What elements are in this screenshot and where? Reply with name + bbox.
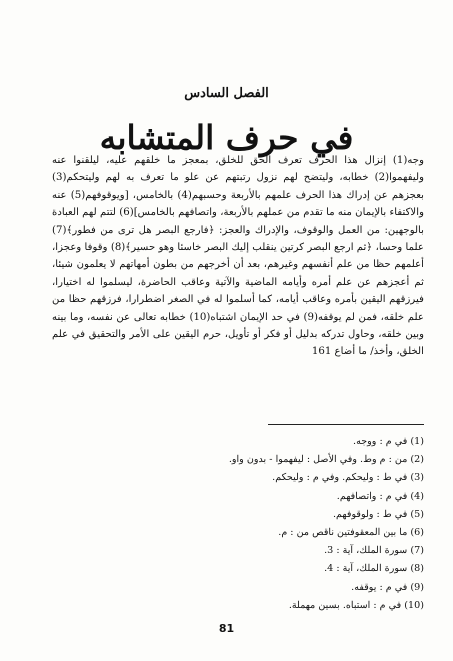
footnote-10: (10) في م : استباه. بسين مهملة. — [288, 599, 424, 611]
body-paragraph: وجه(1) إنزال هذا الحرف تعرف الحق للخلق، بمعجز ما خلقهم عليه، ليلقنوا عنه وليفهموا(2) خطابه، وليتضح لهم نزول رتبتهم عن علو ما تعرف به لهم وليتحكم(3) بعجزهم عن إدراك هذا الحرف علمهم بالأربعة وحسبهم(4) بالخامس، [ويوقوفهم(5) عنه والاكتفاء بالإيمان منه ما تقدم من عملهم بالأربعة، واتصافهم بالخامس](6) لتتم لهم العبادة بالوجهين: من العمل والوقوف، والإدراك والعجز: ﴿فارجع البصر هل ترى من فطور﴾(7) علما وحسا، ﴿ثم ارجع البصر كرتين ينقلب إليك البصر خاسئا وهو حسير﴾(8) وقوفا وعجزا، أعلمهم حظا من علم أنفسهم وغيرهم، بعد أن أخرجهم من بطون أمهاتهم لا يعلمون شيئا، ثم أعجزهم عن علم أمره وأيامه الماضية والآتية وعاقب الحاضرة، ليسلموا له اختيارا، فيرزقهم اليقين بأمره وعاقب أيامه، كما أسلموا له في الصغر اضطرارا، فرزقهم حظا من علم خلقه، فمن لم يوقفه(9) في حد الإيمان اشتباه(10) خطابه تعالى عن نفسه، وما بينه وبين خلقه، وحاول تدركه بدليل أو فكر أو تأويل، حرم اليقين على الأمر والتحقيق في علم الخلق، وأخذ/ ما أضاع 161 — [52, 155, 425, 358]
footnote-2: (2) من : م وط. وفي الأصل : ليفهموا - بدون واو. — [228, 454, 424, 466]
footnote-6: (6) ما بين المعقوفتين ناقص من : م. — [278, 527, 424, 539]
footnote-divider — [268, 424, 424, 425]
body-text — [52, 152, 424, 361]
footnote-7: (7) سورة الملك، آية : 3. — [324, 545, 424, 557]
footnote-4: (4) في م : واتصافهم. — [336, 490, 424, 502]
footnote-9: (9) في م : يوقفه. — [351, 581, 424, 593]
footnote-1: (1) في م : ووجه. — [353, 436, 424, 447]
chapter-heading: الفصل السادس — [184, 86, 269, 101]
page-number: 81 — [218, 622, 235, 635]
section-title: في حرف المتشابه — [99, 118, 354, 157]
footnote-5: (5) في ط : ولوقوفهم. — [333, 508, 424, 520]
footnote-8: (8) سورة الملك، آية : 4. — [324, 563, 424, 575]
footnotes-list — [52, 433, 424, 615]
footnote-3: (3) في ط : وليحكم. وفي م : وليحكم. — [272, 472, 424, 484]
